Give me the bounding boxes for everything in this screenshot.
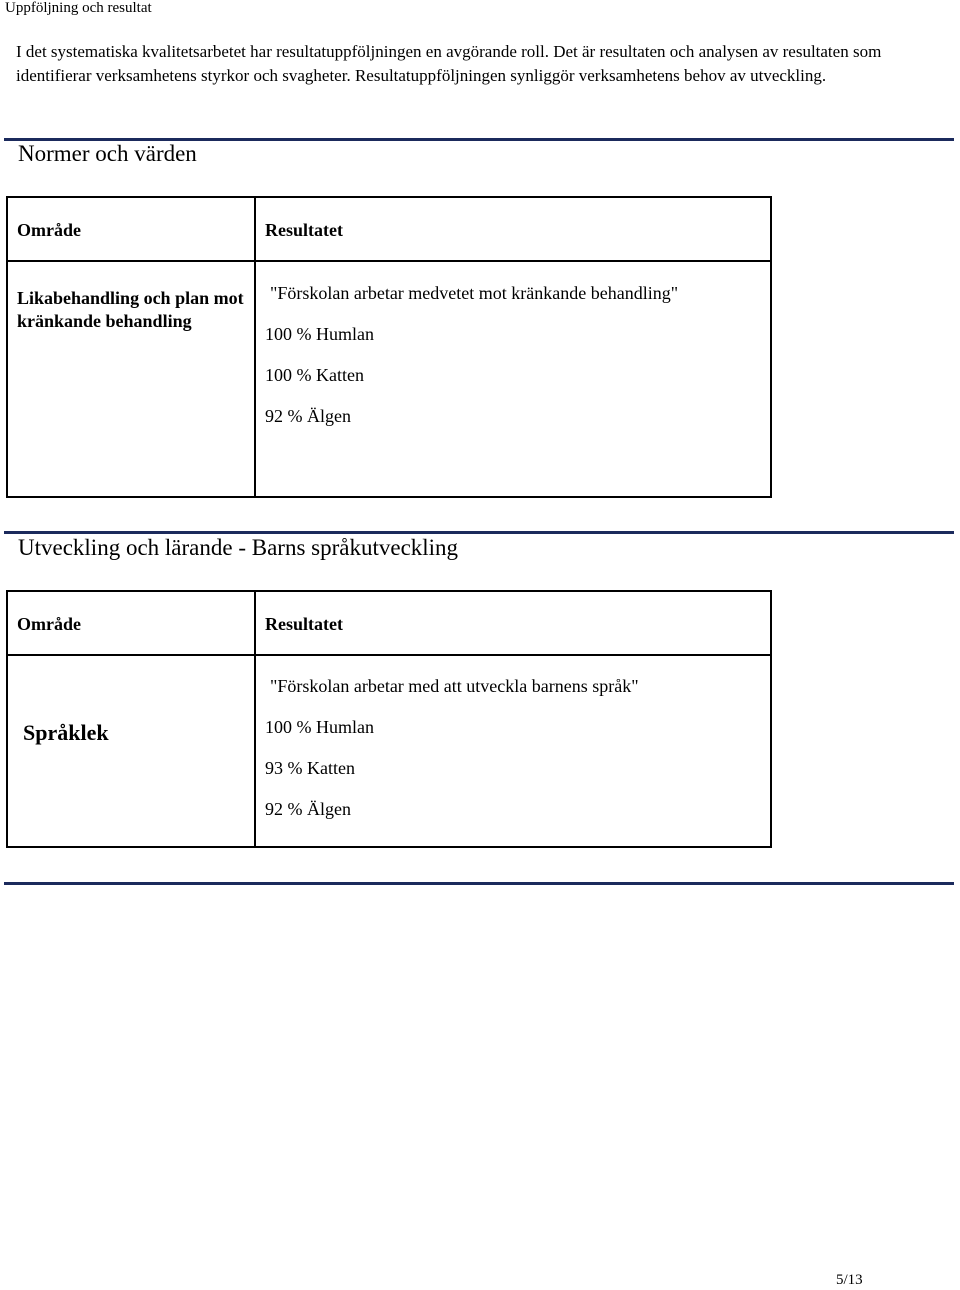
result-katten: 93 % Katten	[265, 758, 355, 778]
column-header-result-label: Resultatet	[265, 220, 343, 240]
column-header-result	[255, 591, 771, 655]
area-label: Likabehandling och plan mot kränkande behandling	[17, 288, 244, 331]
table-header-row	[7, 197, 771, 261]
results-table-utveckling	[6, 590, 772, 848]
result-humlan: 100 % Humlan	[265, 324, 374, 344]
table-row	[7, 655, 771, 847]
section-divider	[4, 882, 954, 885]
result-quote: "Förskolan arbetar med att utveckla barnens språk"	[270, 676, 639, 696]
result-katten: 100 % Katten	[265, 365, 364, 385]
area-label: Språklek	[23, 720, 109, 745]
result-humlan: 100 % Humlan	[265, 717, 374, 737]
section-divider	[4, 531, 954, 534]
column-header-result-label: Resultatet	[265, 614, 343, 634]
intro-paragraph: I det systematiska kvalitetsarbetet har resultatuppföljningen en avgörande roll. Det är resultaten och analysen av resultaten som identifierar verksamhetens styrkor och svagheter. Resultatuppföljningen synliggör verksamhetens behov av utveckling.	[16, 42, 882, 85]
area-cell	[7, 655, 255, 847]
result-algen: 92 % Älgen	[265, 406, 351, 426]
page-header-title: Uppföljning och resultat	[5, 0, 152, 16]
section-title-utveckling: Utveckling och lärande - Barns språkutveckling	[18, 535, 459, 560]
result-algen: 92 % Älgen	[265, 799, 351, 819]
column-header-area-label: Område	[17, 220, 81, 240]
result-quote: "Förskolan arbetar medvetet mot kränkande behandling"	[270, 283, 679, 303]
page-number: 5/13	[836, 1272, 863, 1288]
area-cell	[7, 261, 255, 497]
results-table-normer	[6, 196, 772, 498]
column-header-result	[255, 197, 771, 261]
table-row	[7, 261, 771, 497]
column-header-area	[7, 197, 255, 261]
table-header-row	[7, 591, 771, 655]
result-cell	[255, 261, 771, 497]
column-header-area	[7, 591, 255, 655]
result-cell	[255, 655, 771, 847]
section-title-normer: Normer och värden	[18, 141, 197, 166]
column-header-area-label: Område	[17, 614, 81, 634]
